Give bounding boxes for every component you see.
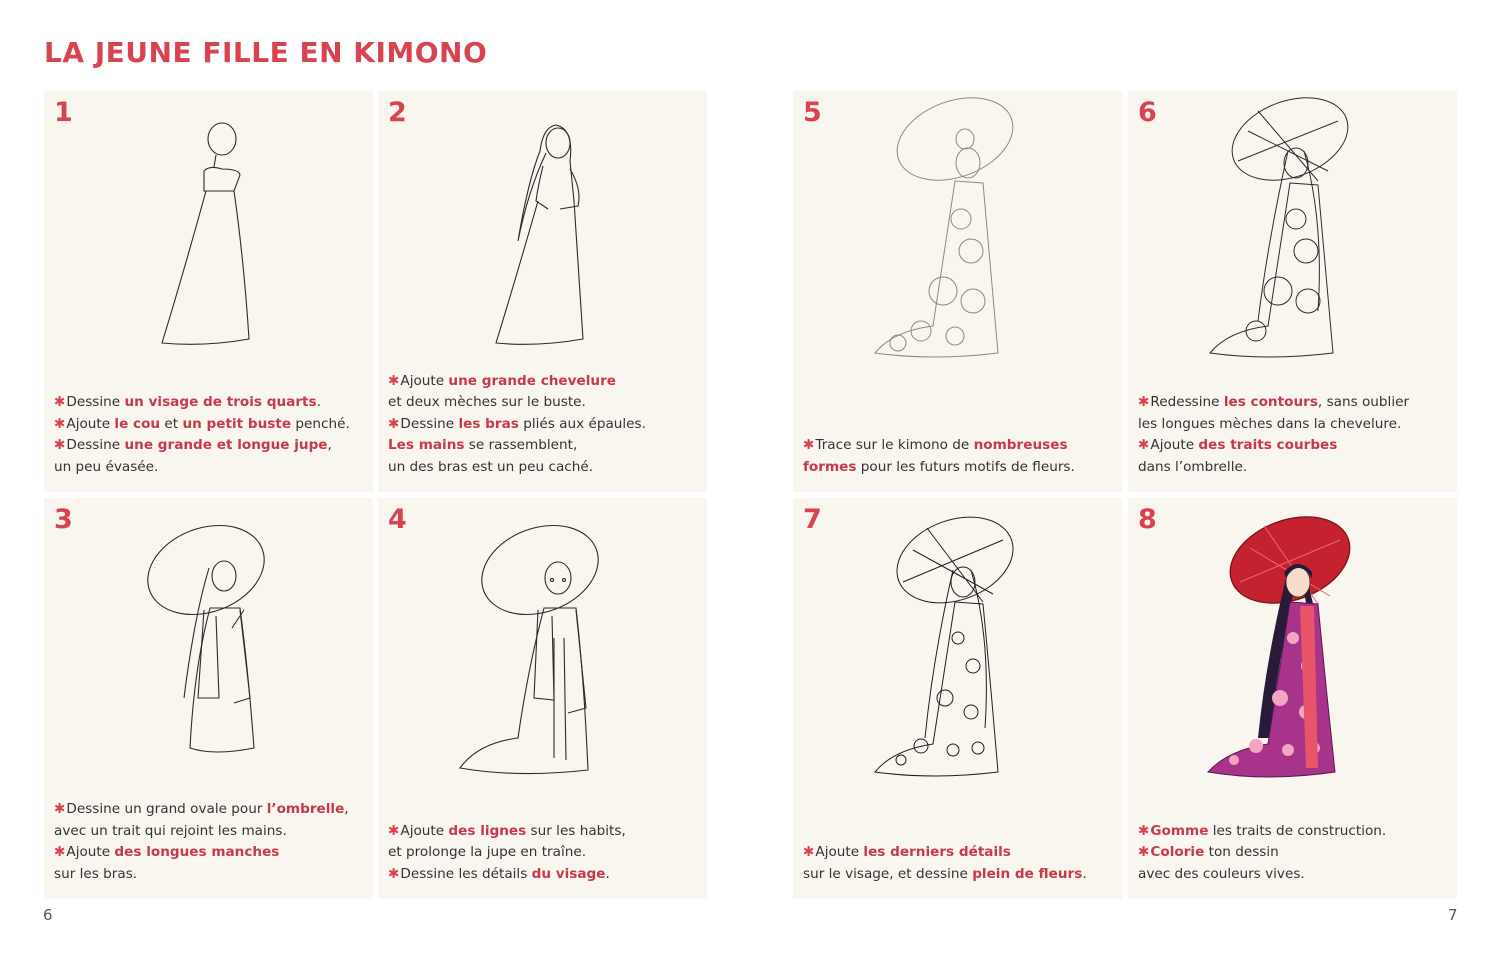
caption-text: .: [1082, 865, 1087, 882]
drawing-step-1: [44, 91, 373, 391]
caption-line: [54, 821, 366, 843]
caption-line: [54, 457, 366, 479]
step-caption: [803, 435, 1115, 478]
caption-line: [388, 821, 700, 843]
caption-emphasis: les bras: [458, 415, 519, 432]
caption-text: dans l’ombrelle.: [1138, 458, 1248, 475]
caption-emphasis: les contours: [1223, 394, 1318, 410]
step-panel-4: [378, 498, 707, 899]
asterisk-bullet-icon: ✱: [803, 437, 815, 453]
step-caption: [388, 371, 700, 479]
asterisk-bullet-icon: ✱: [388, 822, 400, 839]
caption-text: Dessine les détails: [400, 865, 532, 882]
caption-text: ,: [327, 437, 332, 453]
caption-text: les traits de construction.: [1208, 822, 1387, 839]
step-number: 1: [54, 97, 73, 128]
page-number-left: 6: [43, 906, 53, 924]
step-caption: [803, 842, 1115, 885]
drawing-step-5: [793, 91, 1122, 391]
caption-line: [1138, 457, 1450, 479]
drawing-step-8: [1128, 498, 1457, 798]
caption-emphasis: Gomme: [1150, 822, 1209, 839]
asterisk-bullet-icon: ✱: [54, 437, 66, 453]
caption-line: [803, 457, 1115, 479]
caption-text: Ajoute: [400, 372, 449, 389]
asterisk-bullet-icon: ✱: [803, 844, 815, 860]
step-number: 7: [803, 504, 822, 535]
caption-text: sur le visage, et dessine: [803, 865, 973, 882]
step-number: 4: [388, 504, 407, 535]
caption-emphasis: des longues manches: [114, 844, 280, 860]
caption-text: Ajoute: [1150, 437, 1199, 453]
caption-text: Ajoute: [66, 844, 115, 860]
caption-text: pour les futurs motifs de fleurs.: [856, 458, 1075, 475]
caption-text: un peu évasée.: [54, 458, 159, 475]
step-caption: [1138, 821, 1450, 886]
caption-text: Dessine: [400, 415, 459, 432]
caption-emphasis: une grande chevelure: [448, 372, 616, 389]
step-number: 6: [1138, 97, 1157, 128]
caption-text: se rassemblent,: [464, 437, 578, 453]
step-number: 3: [54, 504, 73, 535]
caption-emphasis: du visage: [531, 865, 606, 882]
caption-text: avec un trait qui rejoint les mains.: [54, 822, 287, 839]
caption-text: et: [160, 415, 183, 432]
caption-text: et prolonge la jupe en traîne.: [388, 844, 587, 860]
step-panel-1: [44, 91, 373, 492]
caption-text: ton dessin: [1204, 844, 1279, 860]
caption-text: ,: [344, 801, 349, 817]
caption-emphasis: formes: [803, 458, 857, 475]
caption-line: [388, 435, 700, 457]
asterisk-bullet-icon: ✱: [1138, 394, 1150, 410]
asterisk-bullet-icon: ✱: [388, 415, 400, 432]
drawing-step-3: [44, 498, 373, 798]
caption-line: [803, 864, 1115, 886]
caption-line: [803, 435, 1115, 457]
asterisk-bullet-icon: ✱: [54, 801, 66, 817]
caption-emphasis: Colorie: [1150, 844, 1205, 860]
caption-text: penché.: [291, 415, 350, 432]
caption-line: [388, 864, 700, 886]
caption-line: [54, 842, 366, 864]
caption-text: sur les bras.: [54, 865, 138, 882]
caption-text: .: [605, 865, 610, 882]
caption-text: Dessine un grand ovale pour: [66, 801, 267, 817]
caption-line: [54, 392, 366, 414]
caption-emphasis: le cou: [114, 415, 161, 432]
asterisk-bullet-icon: ✱: [1138, 822, 1150, 839]
drawing-step-7: [793, 498, 1122, 798]
asterisk-bullet-icon: ✱: [1138, 437, 1150, 453]
step-panel-3: [44, 498, 373, 899]
caption-line: [54, 435, 366, 457]
caption-text: et deux mèches sur le buste.: [388, 394, 586, 410]
caption-line: [388, 371, 700, 393]
page-title: LA JEUNE FILLE EN KIMONO: [44, 36, 488, 69]
page-number-right: 7: [1448, 906, 1458, 924]
caption-line: [1138, 842, 1450, 864]
caption-line: [1138, 864, 1450, 886]
caption-text: Dessine: [66, 394, 125, 410]
caption-emphasis: plein de fleurs: [972, 865, 1083, 882]
step-caption: [1138, 392, 1450, 478]
step-panel-2: [378, 91, 707, 492]
caption-emphasis: l’ombrelle: [266, 801, 345, 817]
caption-emphasis: nombreuses: [973, 437, 1068, 453]
step-panel-6: [1128, 91, 1457, 492]
caption-line: [388, 414, 700, 436]
caption-text: .: [316, 394, 321, 410]
caption-line: [54, 414, 366, 436]
step-number: 2: [388, 97, 407, 128]
caption-text: Ajoute: [66, 415, 115, 432]
asterisk-bullet-icon: ✱: [1138, 844, 1150, 860]
step-panel-8: [1128, 498, 1457, 899]
caption-line: [1138, 414, 1450, 436]
caption-text: avec des couleurs vives.: [1138, 865, 1305, 882]
caption-text: Dessine: [66, 437, 125, 453]
caption-emphasis: un petit buste: [182, 415, 292, 432]
step-caption: [54, 392, 366, 478]
step-caption: [388, 821, 700, 886]
caption-line: [1138, 435, 1450, 457]
caption-line: [388, 457, 700, 479]
caption-text: un des bras est un peu caché.: [388, 458, 594, 475]
caption-emphasis: les derniers détails: [863, 844, 1011, 860]
step-panel-7: [793, 498, 1122, 899]
caption-text: Ajoute: [815, 844, 864, 860]
step-number: 5: [803, 97, 822, 128]
caption-line: [388, 392, 700, 414]
caption-emphasis: des traits courbes: [1198, 437, 1338, 453]
caption-line: [54, 864, 366, 886]
caption-text: Trace sur le kimono de: [815, 437, 974, 453]
asterisk-bullet-icon: ✱: [388, 372, 400, 389]
step-number: 8: [1138, 504, 1157, 535]
caption-line: [388, 842, 700, 864]
caption-line: [54, 799, 366, 821]
caption-emphasis: Les mains: [388, 437, 465, 453]
caption-line: [803, 842, 1115, 864]
caption-text: Ajoute: [400, 822, 449, 839]
step-caption: [54, 799, 366, 885]
caption-line: [1138, 821, 1450, 843]
asterisk-bullet-icon: ✱: [54, 844, 66, 860]
asterisk-bullet-icon: ✱: [54, 415, 66, 432]
caption-text: Redessine: [1150, 394, 1224, 410]
step-panel-5: [793, 91, 1122, 492]
drawing-step-2: [378, 91, 707, 391]
asterisk-bullet-icon: ✱: [54, 394, 66, 410]
caption-emphasis: un visage de trois quarts: [124, 394, 317, 410]
caption-text: pliés aux épaules.: [518, 415, 646, 432]
asterisk-bullet-icon: ✱: [388, 865, 400, 882]
caption-text: sur les habits,: [526, 822, 626, 839]
caption-text: les longues mèches dans la chevelure.: [1138, 415, 1402, 432]
caption-line: [1138, 392, 1450, 414]
drawing-step-6: [1128, 91, 1457, 391]
drawing-step-4: [378, 498, 707, 798]
caption-emphasis: des lignes: [448, 822, 527, 839]
caption-text: , sans oublier: [1317, 394, 1410, 410]
caption-emphasis: une grande et longue jupe: [124, 437, 328, 453]
